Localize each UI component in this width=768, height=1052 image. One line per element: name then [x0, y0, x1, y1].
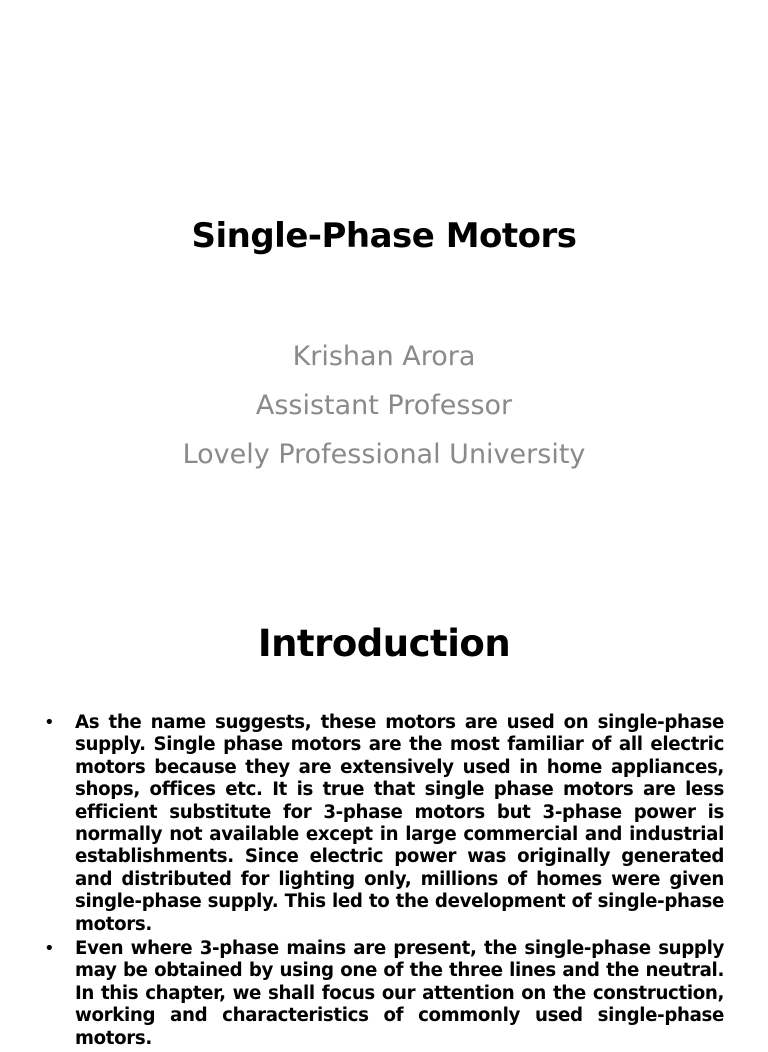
author-institution: Lovely Professional University [182, 439, 586, 470]
bullet-text: As the name suggests, these motors are used on single-phase supply. Single phase motors are the most familiar of all electric motors because they are extensively used in home appliances, shops, offices etc. It is true that single phase motors are less efficient substitute for 3-phase motors but 3-phase power is normally not available except in large commercial and industrial establishments. Since electric power was originally generated and distributed for lighting only, millions of homes were given single-phase supply. This led to the development of single-phase motors. [75, 712, 724, 935]
bullet-icon: • [44, 712, 55, 733]
section-heading: Introduction [257, 622, 511, 665]
slide-title: Single-Phase Motors [191, 216, 577, 256]
slide-subtitle [0, 332, 768, 479]
author-name: Krishan Arora [292, 341, 476, 372]
bullet-list [44, 712, 724, 1052]
author-position: Assistant Professor [255, 390, 513, 421]
bullet-text: Even where 3-phase mains are present, the single-phase supply may be obtained by using one of the three lines and the neutral. In this chapter, we shall focus our attention on the construction, working and characteristics of commonly used single-phase motors. [75, 938, 724, 1049]
introduction-slide [0, 576, 768, 1049]
bullet-item [44, 938, 724, 1050]
bullet-icon: • [44, 938, 55, 960]
bullet-item [44, 712, 724, 936]
